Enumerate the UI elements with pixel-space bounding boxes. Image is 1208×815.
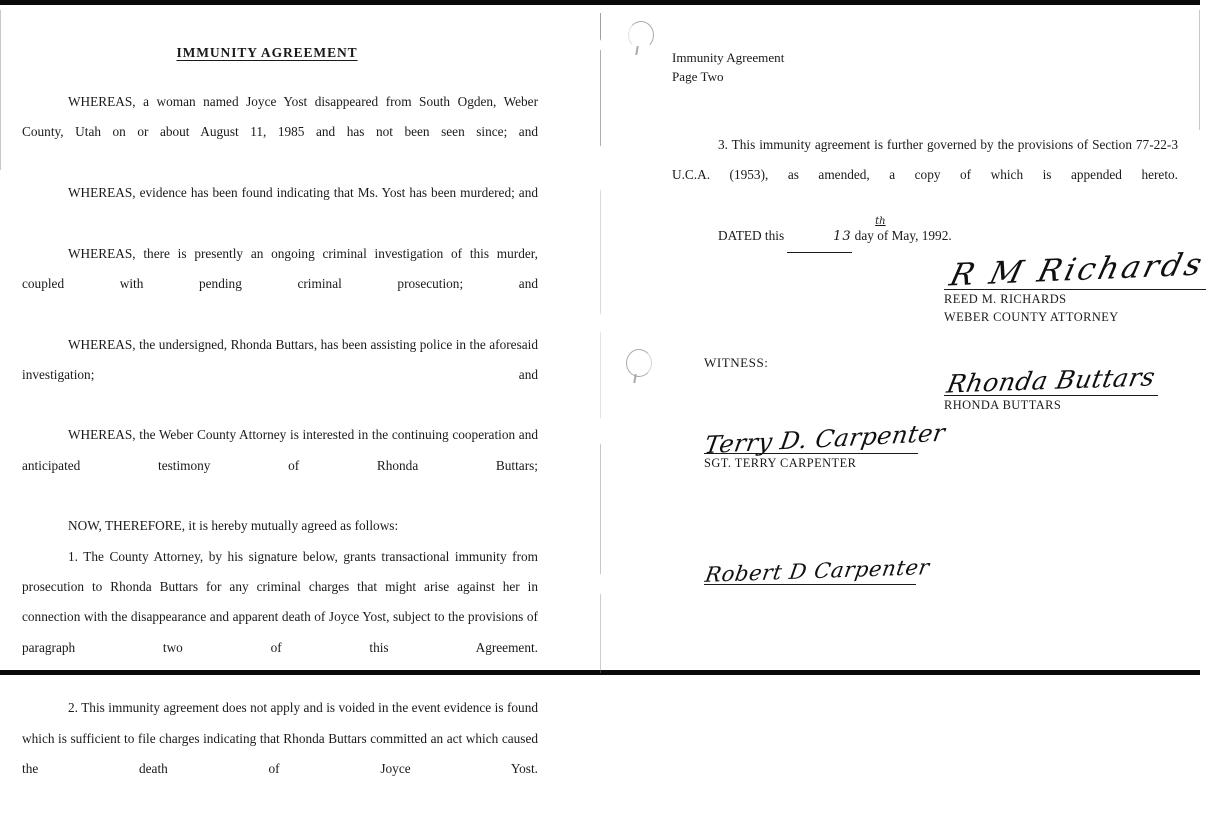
witness-label: WITNESS: — [704, 355, 769, 370]
document-page-two — [600, 5, 1208, 680]
signatory-name-reed-richards: REED M. RICHARDS — [944, 292, 1067, 306]
signature-stack — [944, 245, 1206, 440]
page-two-header — [672, 49, 1178, 86]
date-day-value: 13 — [833, 229, 852, 245]
signature-line-attorney — [944, 245, 1208, 294]
date-day-ordinal: th — [875, 216, 886, 228]
signature-line-rhonda-buttars — [944, 351, 1158, 400]
paragraph-clause-2: 2. This immunity agreement does not apply and is voided in the event evidence is found which is sufficient to file charges indicating that Rhonda Buttars committed an act which caused the death of Joyce Yost. — [22, 700, 538, 776]
handwritten-signature-terry-carpenter: Terry D. Carpenter — [702, 418, 948, 460]
page-one-body — [22, 45, 538, 815]
paragraph-whereas-2: WHEREAS, evidence has been found indicating that Ms. Yost has been murdered; and — [68, 184, 538, 200]
signature-line-terry-carpenter — [702, 407, 948, 460]
paragraph-now-therefore: NOW, THEREFORE, it is hereby mutually agreed as follows: — [68, 518, 399, 534]
page-title: IMMUNITY AGREEMENT — [176, 45, 358, 60]
paragraph-whereas-5: WHEREAS, the Weber County Attorney is interested in the continuing cooperation and anticipated testimony of Rhonda Buttars; — [22, 427, 538, 473]
handwritten-signature-rhonda-buttars: Rhonda Buttars — [944, 362, 1158, 400]
paragraph-whereas-4: WHEREAS, the undersigned, Rhonda Buttars, has been assisting police in the aforesaid investigation; and — [22, 336, 538, 382]
signatory-name-terry-carpenter: SGT. TERRY CARPENTER — [704, 456, 857, 470]
witness-section — [704, 355, 964, 611]
paragraph-whereas-3: WHEREAS, there is presently an ongoing criminal investigation of this murder, coupled with pending criminal prosecution; and — [22, 245, 538, 291]
signature-line-robert-carpenter — [703, 538, 932, 587]
page-two-header-title: Immunity Agreement — [672, 50, 785, 65]
page-two-body — [672, 49, 1208, 587]
paragraph-clause-3: 3. This immunity agreement is further governed by the provisions of Section 77-22-3 U.C.A. (1953), as amended, a copy of which is appended hereto. — [672, 137, 1178, 183]
handwritten-signature-reed-richards: R M Richards — [946, 246, 1208, 294]
document-page-one — [0, 5, 600, 776]
signature-block-rhonda-buttars — [944, 351, 1206, 414]
paragraph-clause-1: 1. The County Attorney, by his signature below, grants transactional immunity from prosecution to Rhonda Buttars for any criminal charges that might arise against her in connection with the disappearance and apparent death of Joyce Yost, subject to the provisions of paragraph two of this Agreement. — [22, 548, 538, 655]
paragraph-whereas-1: WHEREAS, a woman named Joyce Yost disappeared from South Ogden, Weber County, Utah on or about August 11, 1985 and has not been seen since; and — [22, 94, 538, 140]
signature-block-attorney — [944, 245, 1206, 325]
dated-prefix: DATED this — [718, 228, 785, 244]
signature-block-witness-robert-carpenter — [704, 538, 964, 585]
dated-suffix: day of May, 1992. — [854, 228, 952, 244]
witness-spacer — [704, 498, 964, 538]
signatory-title-weber-county-attorney: WEBER COUNTY ATTORNEY — [944, 309, 1119, 324]
date-day-blank — [787, 216, 886, 253]
handwritten-signature-robert-carpenter: Robert D Carpenter — [703, 554, 932, 587]
page-two-header-pagenum: Page Two — [672, 68, 724, 84]
signature-block-witness-terry-carpenter — [704, 407, 964, 472]
signatory-name-rhonda-buttars: RHONDA BUTTARS — [944, 398, 1062, 413]
